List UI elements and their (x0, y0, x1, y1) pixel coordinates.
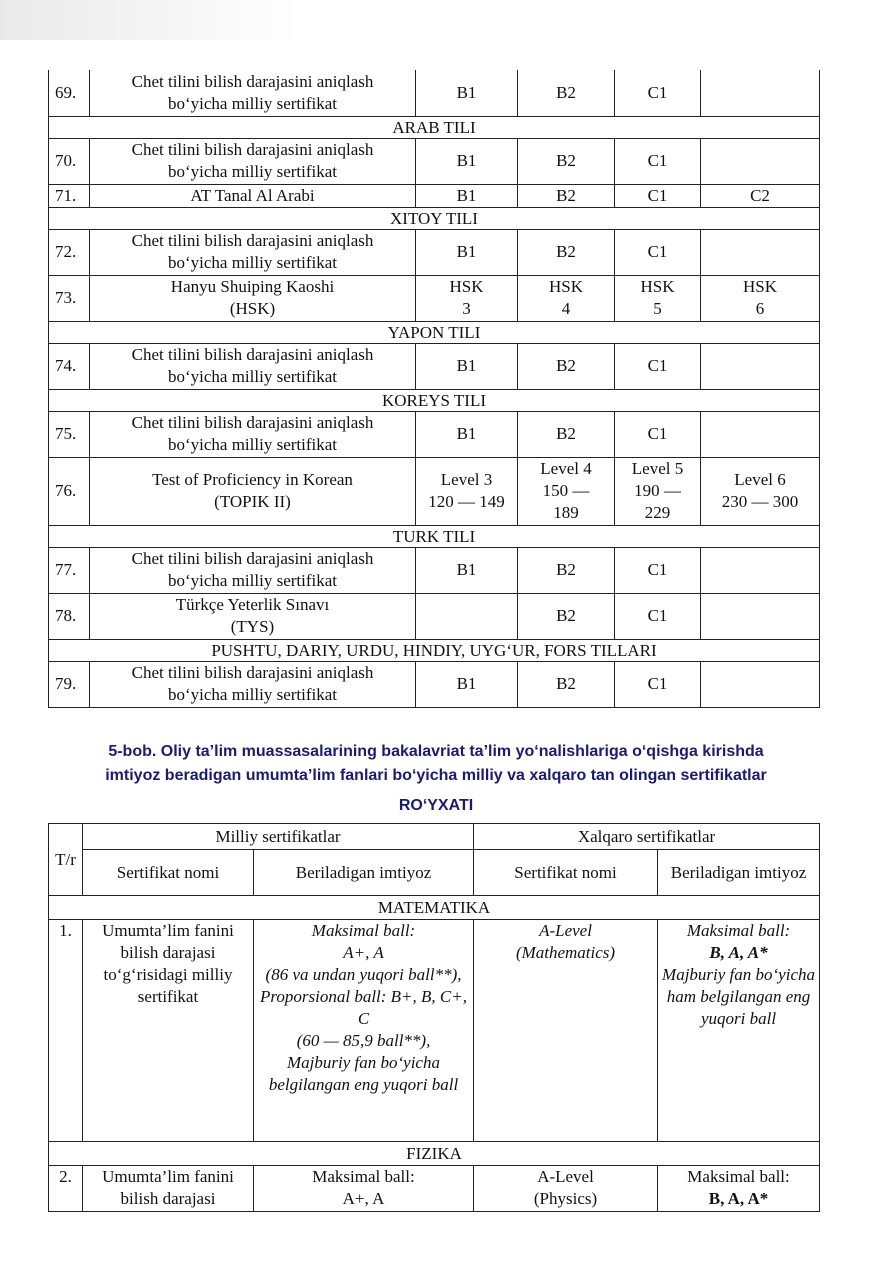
certificate-name: Chet tilini bilish darajasini aniqlash bo‘yicha milliy sertifikat (90, 343, 416, 389)
level-cell: C1 (615, 343, 701, 389)
level-cell: C1 (615, 411, 701, 457)
row2-xalqaro-name: A-Level (Physics) (474, 1166, 658, 1212)
row1-xalqaro-imtiyoz (658, 920, 820, 1142)
certificate-name: Chet tilini bilish darajasini aniqlash bo‘yicha milliy sertifikat (90, 547, 416, 593)
table-row (49, 138, 820, 184)
certificate-name: Hanyu Shuiping Kaoshi (HSK) (90, 275, 416, 321)
table-row (49, 547, 820, 593)
level-cell: B1 (416, 343, 518, 389)
table-row (49, 229, 820, 275)
level-cell: B2 (518, 138, 615, 184)
row1-name: Umumta’lim fanini bilish darajasi to‘g‘risidagi milliy sertifikat (83, 920, 254, 1142)
row-number: 69. (49, 70, 90, 116)
table-row (49, 661, 820, 707)
milliy-imtiyoz-header: Beriladigan imtiyoz (254, 850, 474, 896)
level-cell: B2 (518, 184, 615, 207)
table-row (49, 343, 820, 389)
table-row (49, 593, 820, 639)
section-fizika: FIZIKA (49, 1142, 820, 1166)
level-cell: HSK 5 (615, 275, 701, 321)
level-cell: C1 (615, 229, 701, 275)
level-cell: B1 (416, 547, 518, 593)
row-number: 74. (49, 343, 90, 389)
level-cell: B1 (416, 661, 518, 707)
language-certificates-table (48, 70, 820, 708)
row1-ximt-grades: B, A, A* (709, 943, 768, 962)
certificate-name: Chet tilini bilish darajasini aniqlash bo‘yicha milliy sertifikat (90, 229, 416, 275)
table-row (49, 184, 820, 207)
row-number: 76. (49, 457, 90, 525)
section-header: ARAB TILI (49, 116, 820, 138)
level-cell: C1 (615, 138, 701, 184)
certificate-name: Chet tilini bilish darajasini aniqlash bo‘yicha milliy sertifikat (90, 661, 416, 707)
certificate-name: AT Tanal Al Arabi (90, 184, 416, 207)
row-number: 70. (49, 138, 90, 184)
top-shadow (0, 0, 300, 40)
level-cell: B2 (518, 411, 615, 457)
level-cell: B2 (518, 661, 615, 707)
xalqaro-imtiyoz-header: Beriladigan imtiyoz (658, 850, 820, 896)
row2-imtiyoz: Maksimal ball: A+, A (254, 1166, 474, 1212)
level-cell: Level 6 230 — 300 (701, 457, 820, 525)
xalqaro-header: Xalqaro sertifikatlar (474, 824, 820, 850)
milliy-name-header: Sertifikat nomi (83, 850, 254, 896)
level-cell (701, 138, 820, 184)
level-cell (416, 593, 518, 639)
level-cell: HSK 4 (518, 275, 615, 321)
level-cell: B1 (416, 138, 518, 184)
certificate-name: Türkçe Yeterlik Sınavı (TYS) (90, 593, 416, 639)
row-number: 73. (49, 275, 90, 321)
level-cell: Level 4 150 — 189 (518, 457, 615, 525)
table-row (49, 70, 820, 116)
certificate-name: Test of Proficiency in Korean (TOPIK II) (90, 457, 416, 525)
level-cell: C1 (615, 184, 701, 207)
level-cell: Level 5 190 — 229 (615, 457, 701, 525)
section-header: XITOY TILI (49, 207, 820, 229)
section-matematika: MATEMATIKA (49, 896, 820, 920)
row2-ximt-label: Maksimal ball: (687, 1167, 790, 1186)
level-cell: HSK 6 (701, 275, 820, 321)
certificate-name: Chet tilini bilish darajasini aniqlash bo‘yicha milliy sertifikat (90, 411, 416, 457)
row1-num: 1. (49, 920, 83, 1142)
level-cell: B1 (416, 229, 518, 275)
section-header: KOREYS TILI (49, 389, 820, 411)
tr-header: T/r (49, 824, 83, 896)
section-header: TURK TILI (49, 525, 820, 547)
level-cell (701, 229, 820, 275)
level-cell: B2 (518, 70, 615, 116)
chapter-title-line2: imtiyoz beradigan umumta’lim fanlari bo‘yicha milliy va xalqaro tan olingan sertifikatlar (105, 767, 767, 784)
level-cell: C1 (615, 661, 701, 707)
level-cell (701, 547, 820, 593)
level-cell: C2 (701, 184, 820, 207)
xalqaro-name-header: Sertifikat nomi (474, 850, 658, 896)
level-cell: C1 (615, 70, 701, 116)
level-cell: B1 (416, 411, 518, 457)
table-row (49, 275, 820, 321)
row-number: 72. (49, 229, 90, 275)
row2-name: Umumta’lim fanini bilish darajasi (83, 1166, 254, 1212)
level-cell (701, 411, 820, 457)
table-row (49, 457, 820, 525)
certificate-name: Chet tilini bilish darajasini aniqlash bo‘yicha milliy sertifikat (90, 70, 416, 116)
level-cell: HSK 3 (416, 275, 518, 321)
row2-num: 2. (49, 1166, 83, 1212)
row1-imtiyoz: Maksimal ball: A+, A (86 va undan yuqori ball**), Proporsional ball: B+, B, C+, C (60 — 85,9 ball**), Majburiy fan bo‘yicha belgilangan eng yuqori ball (254, 920, 474, 1142)
section-header: YAPON TILI (49, 321, 820, 343)
row1-ximt-label: Maksimal ball: (686, 921, 791, 940)
row2-ximt-grades: B, A, A* (708, 1189, 769, 1208)
level-cell: B2 (518, 547, 615, 593)
chapter-title-line1: 5-bob. Oliy ta’lim muassasalarining bakalavriat ta’lim yo‘nalishlariga o‘qishga kirishda (108, 743, 764, 760)
row2-xalqaro-imtiyoz (658, 1166, 820, 1212)
row-number: 77. (49, 547, 90, 593)
level-cell (701, 70, 820, 116)
subject-certificates-table (48, 823, 820, 1212)
certificate-name: Chet tilini bilish darajasini aniqlash bo‘yicha milliy sertifikat (90, 138, 416, 184)
table-row (49, 411, 820, 457)
level-cell: B2 (518, 343, 615, 389)
row1-ximt-note: Majburiy fan bo‘yicha ham belgilangan eng yuqori ball (662, 965, 815, 1028)
chapter-title-line3: RO‘YXATI (398, 797, 474, 814)
level-cell: B1 (416, 70, 518, 116)
level-cell (701, 343, 820, 389)
level-cell: B1 (416, 184, 518, 207)
row1-xalqaro-name: A-Level (Mathematics) (474, 920, 658, 1142)
level-cell (701, 593, 820, 639)
section-header: PUSHTU, DARIY, URDU, HINDIY, UYG‘UR, FORS TILLARI (49, 639, 820, 661)
row-number: 79. (49, 661, 90, 707)
level-cell: C1 (615, 547, 701, 593)
milliy-header: Milliy sertifikatlar (83, 824, 474, 850)
row-number: 75. (49, 411, 90, 457)
level-cell: C1 (615, 593, 701, 639)
level-cell: B2 (518, 229, 615, 275)
row-number: 71. (49, 184, 90, 207)
level-cell: B2 (518, 593, 615, 639)
row-number: 78. (49, 593, 90, 639)
level-cell (701, 661, 820, 707)
level-cell: Level 3 120 — 149 (416, 457, 518, 525)
